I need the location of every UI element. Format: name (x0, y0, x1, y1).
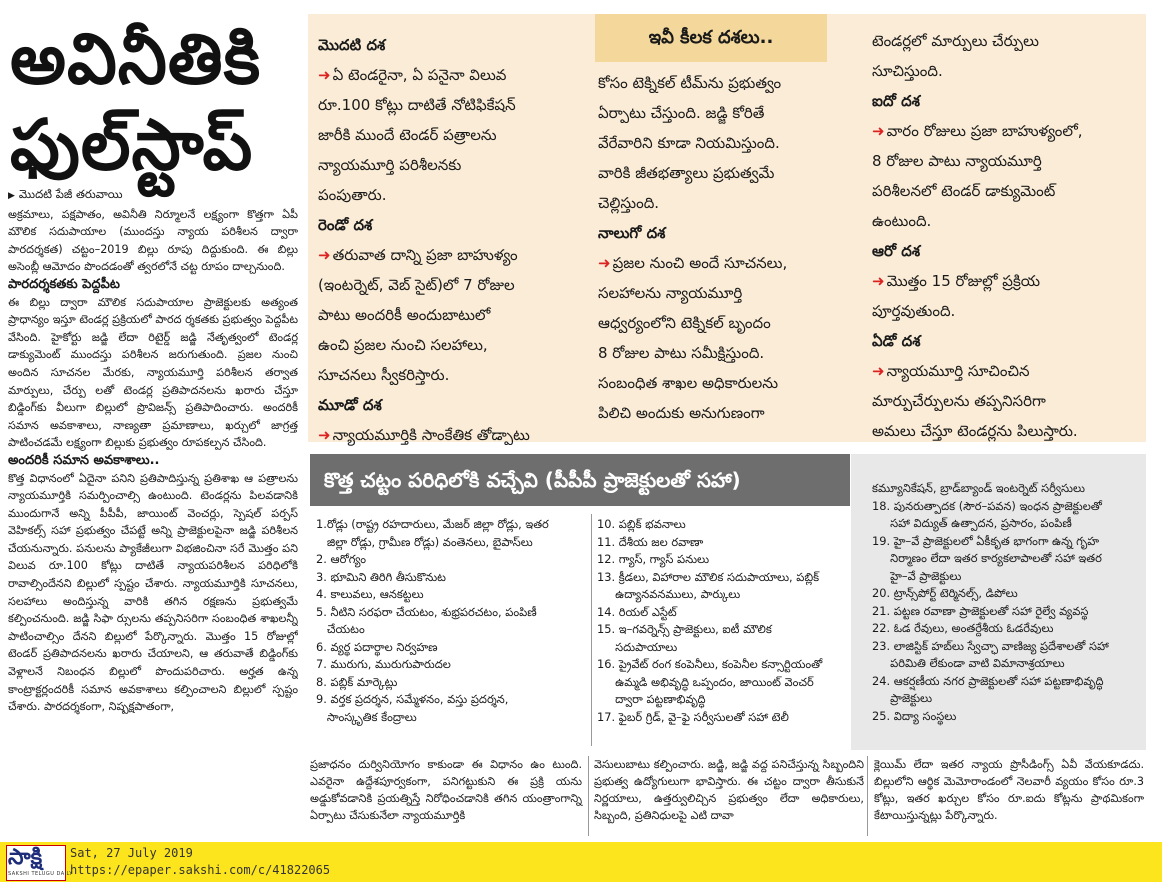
law-list-item: జిల్లా రోడ్లు, గ్రామీణ రోడ్లు) వంతెనలు, బైపాస్‌లు (316, 534, 533, 549)
law-list-item: కమ్యూనికేషన్, బ్రాడ్‌బ్యాండ్ ఇంటర్నెట్ సర్వీసులు (872, 481, 1085, 495)
law-list-item: 6. వ్యర్థ పదార్థాల నిర్వహణ (316, 639, 438, 654)
law-list-item: 25. విద్యా సంస్థలు (872, 708, 957, 723)
arrow-bullet-icon: ➜ (872, 122, 885, 140)
law-list-item: 20. ట్రాన్స్‌పోర్ట్ టెర్మినల్స్, డిపోలు (872, 586, 1018, 600)
stage-text-line: సూచనలు స్వీకరిస్తారు. (318, 366, 450, 384)
key-stages-title: ఇవీ కీలక దశలు.. (595, 14, 827, 62)
stage-heading: ఏడో దశ (872, 332, 921, 350)
law-list-item: చేయటం (316, 622, 365, 636)
headline (10, 16, 300, 188)
law-list-item: 9. వర్తక ప్రదర్శన, సమ్మేళనం, వస్తు ప్రదర్శన, (316, 692, 509, 706)
transparency-paragraph: ఈ బిల్లు ద్వారా మౌలిక సదుపాయాల ప్రాజెక్టులకు అత్యంత ప్రాధాన్యం ఇస్తూ టెండర్ల ప్రక్రియలో పారద ర్శకతకు ప్రభుత్వం పెద్దపీట వేసింది. హైకోర్టు జడ్జి లేదా రిటైర్డ్ జడ్జి నేతృత్వంలో టెండర్ల డాక్యుమెంట్ ముందస్తు పరిశీలన జరుగుతుంది. ప్రజల నుంచి అందిన సూచనల మేరకు, న్యాయమూర్తి పరిశీలన తర్వాత మార్పులు, చేర్పు లతో టెండర్ల ప్రతిపాదనలను ఖరారు చేస్తూ బిడ్డింగ్‌కు వీలుగా బిల్లులో ప్రొవిజన్స్ ప్రతిపాదించారు. అందరికీ సమాన అవకాశాలు, నాణ్యతా ప్రమాణాలు, ఖర్చులో జాగ్రత్త పాటించడమే లక్ష్యంగా బిల్లుకు ప్రభుత్వం రూపకల్పన చేసింది. (8, 295, 298, 450)
arrow-bullet-icon: ➜ (872, 272, 885, 290)
law-list-item: 3. భూమిని తిరిగి తీసుకొనుట (316, 569, 446, 584)
bottom-column-2: వెసులుబాటు కల్పించారు. జడ్జి, జడ్జి వద్ద పనిచేస్తున్న సిబ్బందిని ప్రభుత్వ ఉద్యోగులుగా భావిస్తారు. ఈ చట్టం ద్వారా తీసుకునే నిర్ణయాలు, ఉత్తర్వులిచ్చిన ప్రభుత్వం లేదా అధికారులు, సిబ్బంది, ప్రతినిధులపై ఎటి దావా (594, 758, 864, 822)
stage-text-line: పంపుతారు. (318, 186, 387, 204)
stage-bullet-line (318, 60, 590, 90)
equal-opportunity-subhead: అందరికీ సమాన అవకాశాలు.. (8, 452, 160, 468)
law-list-item: 18. పునరుత్పాదక (సౌర–పవన) ఇంధన ప్రాజెక్టులతో (872, 498, 1102, 513)
stage-text-line: మార్పుచేర్పులను తప్పనిసరిగా (872, 392, 1046, 410)
stage-text-line: సలహాలను న్యాయమూర్తి (598, 284, 743, 302)
bottom-column-3: క్లెయిమ్ లేదా ఇతర న్యాయ ప్రొసీడింగ్స్ ఏవీ వేయకూడదు. బిల్లులోని ఆర్థిక మెమోరాండంలో నెలవారీ వ్యయం కోసం రూ.3 కోట్లు, ఇతర ఖర్చుల కోసం రూ.ఐదు కోట్లను ప్రాథమికంగా కేటాయిస్తున్నట్లు పేర్కొన్నారు. (874, 758, 1144, 822)
stage-text: ఏ టెండరైనా, ఏ పనైనా విలువ (332, 66, 507, 84)
law-list-item: హై–వే ప్రాజెక్టులు (872, 568, 962, 583)
stage-bullet-line (872, 356, 1142, 386)
stage-text: మొత్తం 15 రోజుల్లో ప్రక్రియ (886, 272, 1041, 290)
stage-heading: ఆరో దశ (872, 242, 921, 260)
stage-text-line: పాటు అందరికీ అందుబాటులో (318, 306, 491, 324)
law-list-item: 5. నీటిని సరఫరా చేయటం, శుభ్రపరచటం, పంపిణీ (316, 604, 537, 619)
law-list-item: సాంస్కృతిక కేంద్రాలు (316, 709, 417, 724)
stage-bullet-line (318, 420, 590, 450)
law-list-item: 17. ఫైబర్ గ్రిడ్, వై–ఫై సర్వీసులతో సహా టెలీ (597, 709, 789, 724)
law-list-item: 19. హై–వే ప్రాజెక్టులలో ఏకీకృత భాగంగా ఉన్న గృహ (872, 533, 1099, 548)
arrow-bullet-icon: ➜ (318, 246, 331, 264)
stage-text: ప్రజల నుంచి అందే సూచనలు, (612, 254, 788, 272)
logo-subtitle: SAKSHI TELUGU DAILY (8, 871, 73, 877)
stage-text-line: పరిశీలనలో టెండర్ డాక్యుమెంట్ (872, 182, 1056, 200)
stage-bullet-line (872, 116, 1142, 146)
stage-text-line: సూచిస్తుంది. (872, 62, 943, 80)
law-list-item: 1.రోడ్లు (రాష్ట్ర రహదారులు, మేజర్ జిల్లా రోడ్లు, ఇతర (316, 517, 549, 531)
headline-line2: ఫుల్‌స్టాప్‌ (10, 104, 254, 186)
law-list-item: 10. పబ్లిక్ భవనాలు (597, 517, 686, 531)
stage-text-line: ఉంచి ప్రజల నుంచి సలహాలు, (318, 336, 488, 354)
stage-text-line: ఆధ్వర్యంలోని టెక్నికల్ బృందం (598, 314, 771, 332)
law-list-item: 16. ప్రైవేట్ రంగ కంపెనీలు, కంపెనీల కన్సార్టియంతో (597, 657, 823, 671)
stage-heading: మూడో దశ (318, 396, 382, 414)
law-list-item: 13. క్రీడలు, విహారాల మౌలిక సదుపాయాలు, పబ్లిక్ (597, 569, 820, 584)
stage-text-line: న్యాయమూర్తి పరిశీలనకు (318, 156, 462, 174)
law-list-item: 11. దేశీయ జల రవాణా (597, 534, 704, 549)
stage-bullet-line (598, 248, 860, 278)
new-law-title: కొత్త చట్టం పరిధిలోకి వచ్చేవి (పీపీపీ ప్రాజెక్టులతో సహా) (310, 454, 850, 506)
bottom-column-1: ప్రజాధనం దుర్వినియోగం కాకుండా ఈ విధానం ఉం టుంది. ఎవరైనా ఉద్దేశపూర్వకంగా, పనిగట్టుకుని ఈ ప్రక్రి యను అడ్డుకోవడానికి ప్రయత్నిస్తే నిరోధించడానికి తగిన యంత్రాంగాన్ని ఏర్పాటు చేసుకునేలా న్యాయమూర్తికి (310, 758, 582, 822)
stage-bullet-line (872, 266, 1142, 296)
law-list-item: 4. కాలువలు, ఆనకట్టలు (316, 587, 424, 601)
law-list-item: 15. ఇ–గవర్నెన్స్ ప్రాజెక్టులు, ఐటీ మౌలిక (597, 622, 772, 636)
new-law-column-3 (872, 480, 1142, 725)
arrow-bullet-icon: ➜ (872, 362, 885, 380)
key-stages-column-1 (318, 30, 590, 450)
stage-text: తరువాత దాన్ని ప్రజా బాహుళ్యం (332, 246, 518, 264)
stage-text-line: చెల్లిస్తుంది. (598, 194, 660, 212)
transparency-subhead: పారదర్శకతకు పెద్దపీట (8, 276, 120, 292)
law-list-item: ద్వారా పట్టణాభివృద్ధి (597, 692, 706, 706)
law-list-item: 8. పబ్లిక్ మార్కెట్లు (316, 674, 398, 689)
stage-text-line: పూర్తవుతుంది. (872, 302, 956, 320)
stage-text-line: టెండర్లలో మార్పులు చేర్పులు (872, 32, 1039, 50)
law-list-item: సహా విద్యుత్ ఉత్పాదన, ప్రసారం, పంపిణీ (872, 516, 1072, 530)
law-list-item: ఉద్యానవనములు, పార్కులు (597, 587, 741, 601)
stage-heading: రెండో దశ (318, 216, 373, 234)
law-list-item: 23. లాజిస్టిక్ హబ్‌లు స్వేచ్ఛా వాణిజ్య ప్రదేశాలతో సహా (872, 638, 1109, 653)
stage-text: న్యాయమూర్తికి సాంకేతిక తోడ్పాటు (332, 426, 530, 444)
law-list-item: ప్రాజెక్టులు (872, 691, 933, 705)
left-column (8, 186, 298, 836)
law-list-item: 2. ఆరోగ్యం (316, 552, 367, 566)
law-list-item: 22. ఓడ రేవులు, అంతర్దేశీయ ఓడరేవులు (872, 621, 1054, 635)
stage-text-line: వారికి జీతభత్యాలు ప్రభుత్వమే (598, 164, 775, 182)
arrow-bullet-icon: ➜ (318, 426, 331, 444)
arrow-bullet-icon: ➜ (598, 254, 611, 272)
stage-text: వారం రోజులు ప్రజా బాహుళ్యంలో, (886, 122, 1083, 140)
stage-text-line: సంబంధిత శాఖల అధికారులను (598, 374, 779, 392)
stage-text-line: కోసం టెక్నికల్ టీమ్‌ను ప్రభుత్వం (598, 74, 782, 92)
epaper-link[interactable]: https://epaper.sakshi.com/c/41822065 (70, 863, 331, 877)
law-list-item: 7. మురుగు, మురుగుపారుదల (316, 657, 451, 671)
headline-line1: అవినీతికి (10, 18, 262, 100)
logo-text: సాక్షి (8, 845, 43, 870)
stage-text-line: ఏర్పాటు చేస్తుంది. జడ్జి కోరితే (598, 104, 765, 122)
bottom-divider-2 (867, 756, 868, 836)
new-law-column-1 (316, 516, 588, 726)
law-list-item: పరిమితి లేకుండా వాటి విమానాశ్రయాలు (872, 656, 1065, 670)
law-list-item: 12. గ్యాస్, గ్యాస్ పనులు (597, 552, 710, 566)
stage-text-line: (ఇంటర్నెట్, వెబ్ సైట్)లో 7 రోజుల (318, 276, 515, 294)
law-list-item: 24. ఆకర్షణీయ నగర ప్రాజెక్టులతో సహా పట్టణాభివృద్ధి (872, 673, 1104, 688)
edition-date: Sat, 27 July 2019 (70, 846, 193, 860)
equal-opportunity-paragraph: కొత్త విధానంలో ఏదైనా పనిని ప్రతిపాదిస్తున్న ప్రతిశాఖ ఆ పత్రాలను న్యాయమూర్తికి సమర్పించాల్సి ఉంటుంది. టెండర్లను పిలవడానికి ముందుగానే అన్ని పీపీపీ, జాయింట్ వెంచర్లు, స్పెషల్ పర్పస్ వెహికల్స్ సహా ప్రభుత్వం చేపట్టే అన్ని ప్రాజెక్టులపైనా జడ్జి పరిశీలన చేయనున్నారు. పనులను ప్యాకేజీలుగా విభజించినా సరే మొత్తం పని విలువ రూ.100 కోట్లు దాటితే న్యాయపరిశీలన పరిధిలోకి రావాల్సిందేనని బిల్లులో స్పష్టం చేశారు. న్యాయమూర్తికి సూచనలు, సలహాలు అందిస్తున్న వారికి తగిన రక్షణను ప్రభుత్వమే కల్పించనుంది. జడ్జి సిఫా ర్సులను తప్పనిసరిగా సంబంధిత శాఖలన్నీ పాటించాల్సిం దేనని బిల్లులో పేర్కొన్నారు. మొత్తం 15 రోజుల్లో టెండర్ ప్రతిపాదనలను ఖరారు చేయాలని, ఆ తరువాతే బిడ్డింగ్‌కు వెళ్లాలనే నిబంధన బిల్లులో పొందుపరిచారు. అర్హత ఉన్న కాంట్రాక్టర్లందరికీ సమాన అవకాశాలు కల్పించాలని బిల్లులో స్పష్టం చేశారు. పారదర్శకంగా, నిష్పక్షపాతంగా, (8, 471, 298, 714)
stage-text-line: అమలు చేస్తూ టెండర్లను పిలుస్తారు. (872, 422, 1078, 440)
intro-paragraph: అక్రమాలు, పక్షపాతం, అవినీతి నిర్మూలనే లక్ష్యంగా కొత్తగా ఏపీ మౌలిక సదుపాయాల (ముందస్తు న్యాయ పరిశీలన ద్వారా పారదర్శకత) చట్టం–2019 బిల్లు రూపు దిద్దుకుంది. ఈ బిల్లు అసెంబ్లీ ఆమోదం పొందడంతో త్వరలోనే చట్ట రూపం దాల్చనుంది. (8, 207, 298, 274)
stage-text-line: వేరేవారిని కూడా నియమిస్తుంది. (598, 134, 780, 152)
stage-text-line: రూ.100 కోట్లు దాటితే నోటిఫికేషన్ (318, 96, 516, 114)
law-list-item: 14. రియల్ ఎస్టేట్ (597, 604, 677, 619)
bottom-divider-1 (588, 756, 589, 836)
arrow-bullet-icon: ➜ (318, 66, 331, 84)
continued-from-label: ▶ మొదటి పేజీ తరువాయి (8, 186, 298, 206)
stage-bullet-line (318, 240, 590, 270)
key-stages-column-3 (872, 26, 1142, 446)
stage-text-line: పిలిచి అందుకు అనుగుణంగా (598, 404, 765, 422)
key-stages-column-2 (598, 68, 860, 428)
stage-heading: ఐదో దశ (872, 92, 921, 110)
stage-heading: నాలుగో దశ (598, 224, 666, 242)
stage-text: న్యాయమూర్తి సూచించిన (886, 362, 1030, 380)
stage-text-line: 8 రోజుల పాటు న్యాయమూర్తి (872, 152, 1042, 170)
stage-text-line: 8 రోజుల పాటు సమీక్షిస్తుంది. (598, 344, 765, 362)
law-list-item: 21. పట్టణ రవాణా ప్రాజెక్టులతో సహా రైల్వే వ్యవస్థ (872, 603, 1089, 618)
stage-heading: మొదటి దశ (318, 36, 386, 54)
new-law-column-2 (597, 516, 847, 726)
law-list-item: నిర్మాణం లేదా ఇతర కార్యకలాపాలతో సహా ఇతర (872, 551, 1102, 565)
column-divider (591, 514, 592, 746)
stage-text-line: జారీకి ముందే టెండర్ పత్రాలను (318, 126, 497, 144)
stage-text-line: ఉంటుంది. (872, 212, 932, 230)
law-list-item: సదుపాయాలు (597, 639, 678, 654)
law-list-item: ఉమ్మడి అభివృద్ధి ఒప్పందం, జాయింట్ వెంచర్ (597, 674, 814, 689)
